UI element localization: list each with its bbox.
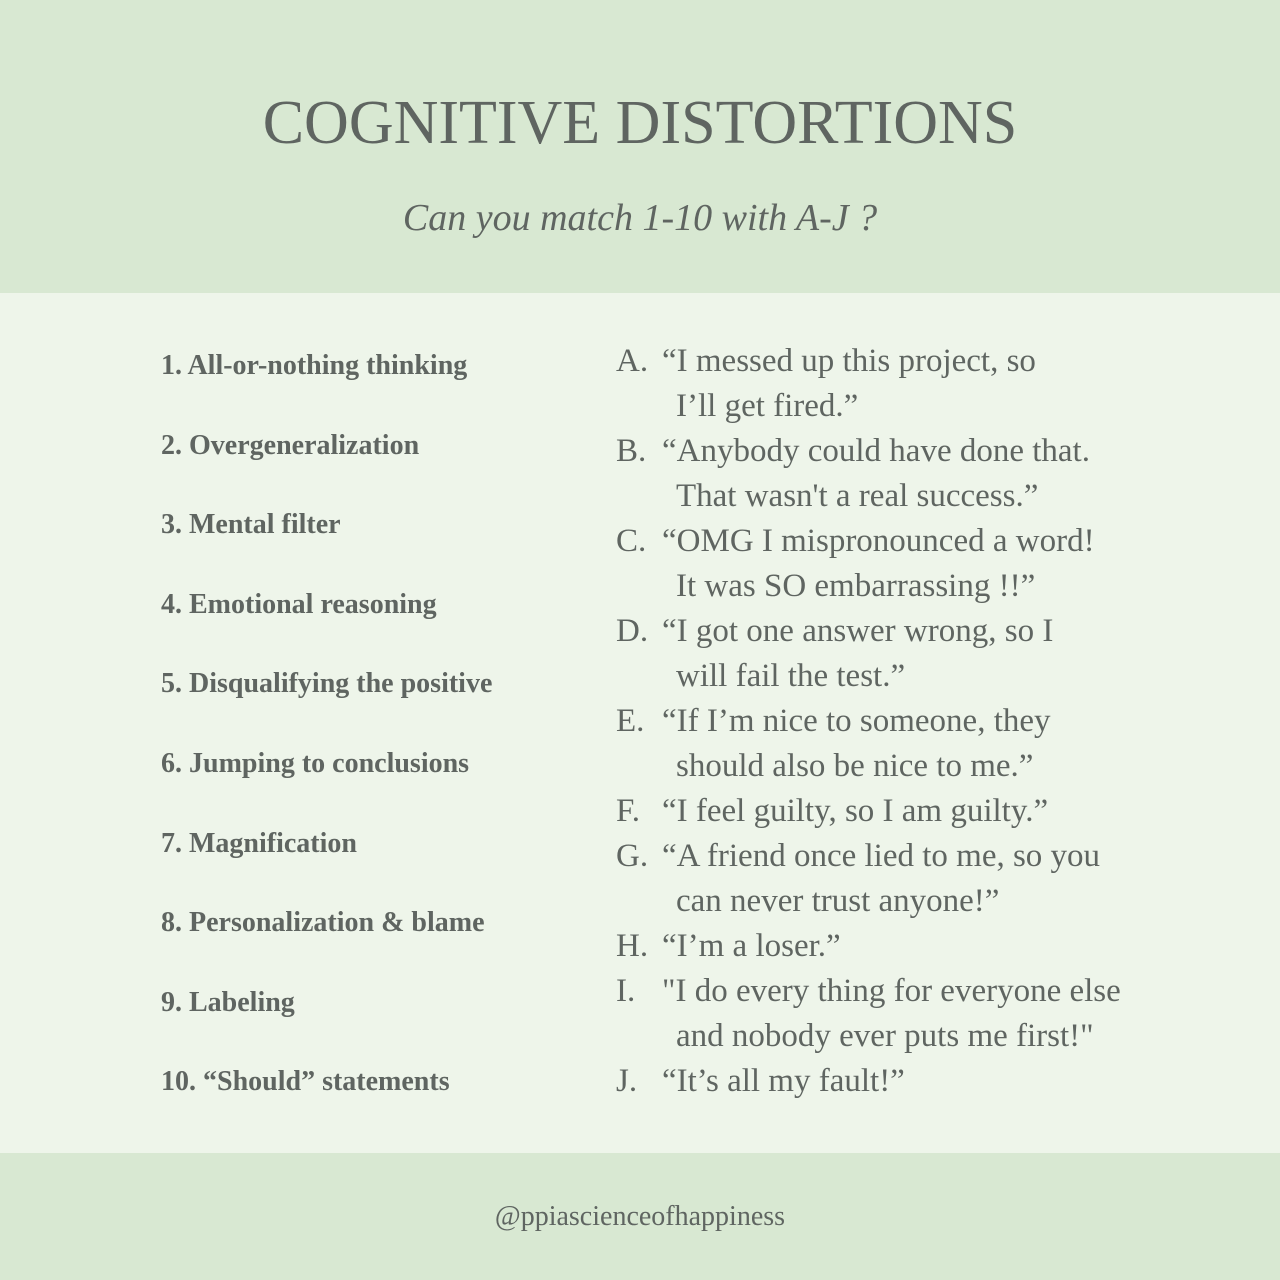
example-line: “A friend once lied to me, so you <box>662 838 1101 874</box>
distortion-item: 5. Disqualifying the positive <box>161 668 493 700</box>
distortion-item: 1. All-or-nothing thinking <box>161 350 468 381</box>
example-item <box>616 1059 1256 1104</box>
example-line: and nobody ever puts me first!" <box>676 1018 1094 1054</box>
page-subtitle: Can you match 1-10 with A-J ? <box>402 197 878 239</box>
example-letter: D. <box>616 613 649 649</box>
distortion-item: 10. “Should” statements <box>161 1066 450 1098</box>
social-handle: @ppiascienceofhappiness <box>494 1201 786 1232</box>
example-quote <box>662 609 1256 699</box>
distortion-item: 3. Mental filter <box>161 509 341 541</box>
example-quote <box>662 699 1256 789</box>
distortion-list <box>161 331 601 1127</box>
example-line: “Anybody could have done that. <box>662 433 1090 469</box>
example-item <box>616 699 1256 789</box>
example-list <box>616 339 1256 1104</box>
example-quote <box>662 789 1256 834</box>
example-letter: J. <box>616 1063 638 1099</box>
example-letter: A. <box>616 343 649 379</box>
example-line: It was SO embarrassing !!” <box>676 568 1036 604</box>
footer-banner <box>0 1153 1280 1280</box>
example-letter: I. <box>616 973 636 1009</box>
example-line: I’ll get fired.” <box>676 388 859 424</box>
example-line: “I messed up this project, so <box>662 343 1036 379</box>
distortion-item: 8. Personalization & blame <box>161 907 485 939</box>
example-line: “If I’m nice to someone, they <box>662 703 1051 739</box>
example-letter: F. <box>616 793 640 829</box>
distortion-item: 2. Overgeneralization <box>161 429 420 461</box>
example-line: “I feel guilty, so I am guilty.” <box>662 793 1049 829</box>
example-quote <box>662 339 1256 429</box>
example-line: can never trust anyone!” <box>676 883 1000 919</box>
example-item <box>616 339 1256 429</box>
example-line: "I do every thing for everyone else <box>662 973 1121 1009</box>
example-line: should also be nice to me.” <box>676 748 1034 784</box>
distortion-item: 4. Emotional reasoning <box>161 588 437 620</box>
example-line: That wasn't a real success.” <box>676 478 1039 514</box>
example-letter: E. <box>616 703 645 739</box>
example-item <box>616 924 1256 969</box>
example-quote <box>662 924 1256 969</box>
example-line: “OMG I mispronounced a word! <box>662 523 1095 559</box>
example-line: “It’s all my fault!” <box>662 1063 905 1099</box>
example-item <box>616 969 1256 1059</box>
example-item <box>616 789 1256 834</box>
distortion-item: 7. Magnification <box>161 827 357 859</box>
example-line: “I got one answer wrong, so I <box>662 613 1054 649</box>
example-quote <box>662 1059 1256 1104</box>
page-title: COGNITIVE DISTORTIONS <box>262 89 1018 157</box>
example-item <box>616 429 1256 519</box>
example-quote <box>662 429 1256 519</box>
example-item <box>616 609 1256 699</box>
example-letter: B. <box>616 433 647 469</box>
example-quote <box>662 834 1256 924</box>
header-banner <box>0 0 1280 293</box>
example-line: “I’m a loser.” <box>662 928 841 964</box>
example-letter: G. <box>616 838 649 874</box>
example-item <box>616 834 1256 924</box>
distortion-item: 6. Jumping to conclusions <box>161 747 470 779</box>
example-quote <box>662 969 1256 1059</box>
example-letter: C. <box>616 523 647 559</box>
example-letter: H. <box>616 928 649 964</box>
example-quote <box>662 519 1256 609</box>
content-panel <box>0 293 1280 1153</box>
example-line: will fail the test.” <box>676 658 906 694</box>
example-item <box>616 519 1256 609</box>
distortion-item: 9. Labeling <box>161 986 295 1018</box>
